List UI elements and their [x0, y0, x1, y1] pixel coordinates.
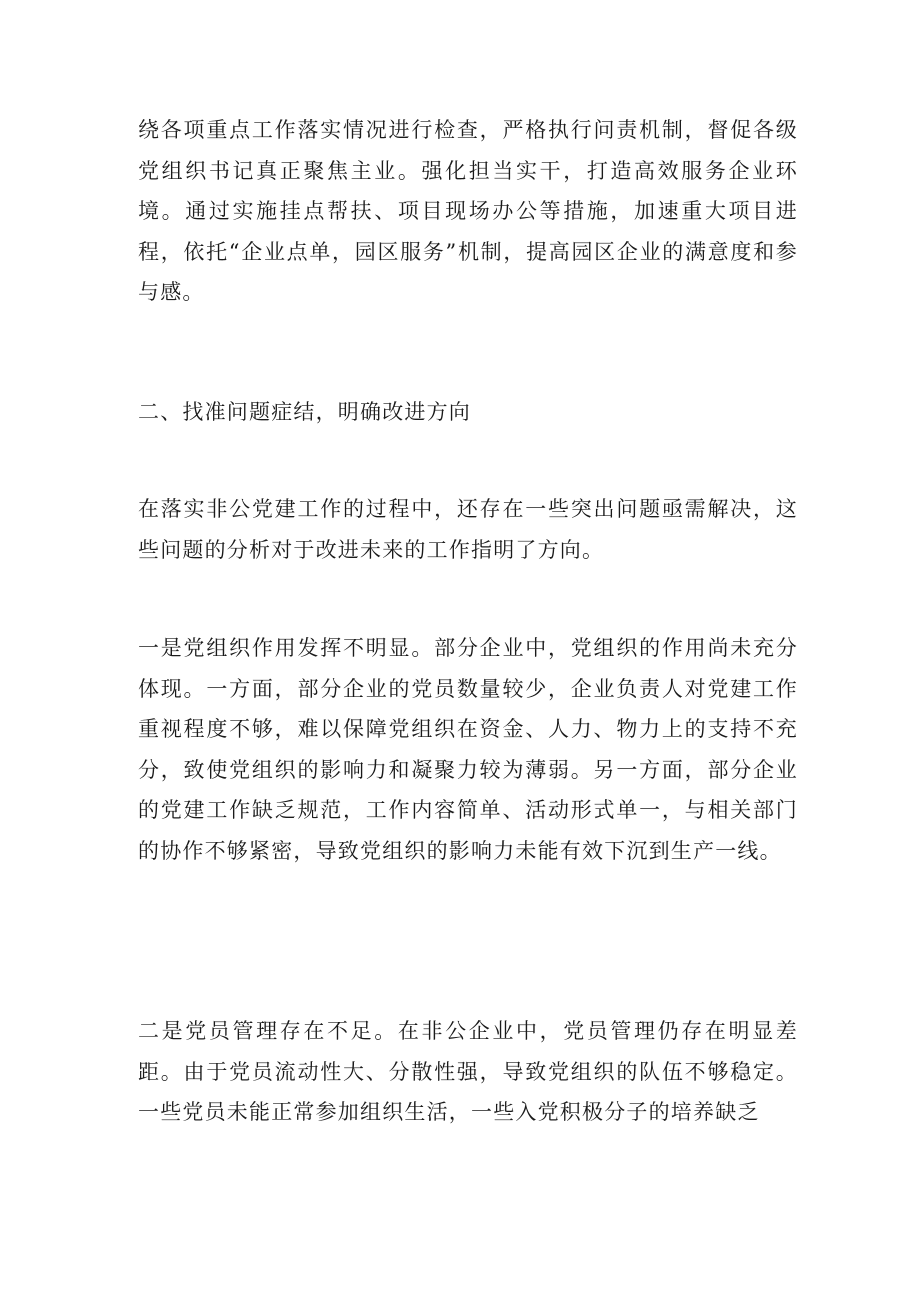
paragraph-problem-one: 一是党组织作用发挥不明显。部分企业中，党组织的作用尚未充分体现。一方面，部分企业的党员数量较少，企业负责人对党建工作重视程度不够，难以保障党组织在资金、人力、物力上的支持不充分，致使党组织的影响力和凝聚力较为薄弱。另一方面，部分企业的党建工作缺乏规范，工作内容简单、活动形式单一，与相关部门的协作不够紧密，导致党组织的影响力未能有效下沉到生产一线。: [138, 636, 798, 863]
paragraph-problem-two: 二是党员管理存在不足。在非公企业中，党员管理仍存在明显差距。由于党员流动性大、分散性强，导致党组织的队伍不够稳定。一些党员未能正常参加组织生活，一些入党积极分子的培养缺乏: [138, 1019, 798, 1124]
paragraph-problem-overview: 在落实非公党建工作的过程中，还存在一些突出问题亟需解决，这些问题的分析对于改进未来的工作指明了方向。: [138, 497, 798, 562]
section-heading: 二、找准问题症结，明确改进方向: [138, 400, 471, 424]
paragraph-intro-continuation: 绕各项重点工作落实情况进行检查，严格执行问责机制，督促各级党组织书记真正聚焦主业。强化担当实干，打造高效服务企业环境。通过实施挂点帮扶、项目现场办公等措施，加速重大项目进程，依托“企业点单，园区服务”机制，提高园区企业的满意度和参与感。: [138, 118, 798, 304]
